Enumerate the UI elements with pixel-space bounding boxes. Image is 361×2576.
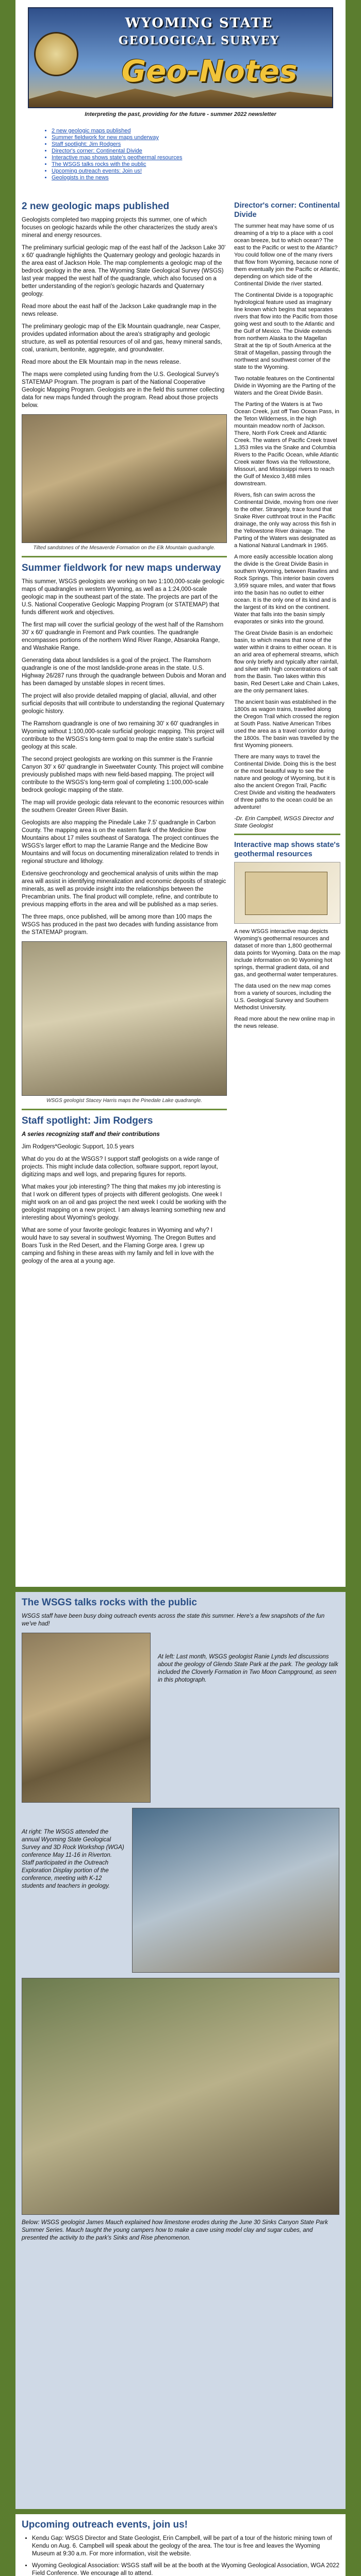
caption-right: At right: The WSGS attended the annual Wyoming State Geological Survey and 3D Rock Workshop (WGA) conference May 11-16 in Riverton. Staff participated in the Outreach Exploration Display portion of the conference, meeting with K-12 students and teachers in geology. xyxy=(22,1829,124,1889)
directors-p5: Rivers, fish can swim across the Continental Divide, moving from one river to the other. Strangely, trace found that Snake River cutthroat trout in the Pacific drainage, the only way across this fish in the Yellowstone River drainage. The Parting of the Waters was designated as a National Natural Landmark in 1965. xyxy=(234,492,338,549)
summer-p1: This summer, WSGS geologists are working on two 1:100,000-scale geologic maps of quadrangles in western Wyoming, as well as a 1:24,000-scale geologic map in the southeast part of the state. The projects are part of the U.S. National Cooperative Geologic Mapping Program (or STATEMAP) that funds different work and objectives. xyxy=(22,579,225,616)
summer-p9: Extensive geochronology and geochemical analysis of units within the map area will assist in identifying mineralization and economic deposits of strategic minerals, as well as provide insight into the relationships between the Precambrian units. The final product will complete, refine, and contribute to previous mapping efforts in the area and will be published as a map series. xyxy=(22,871,226,908)
pinedale-photo xyxy=(22,941,227,1096)
newsletter-header xyxy=(15,0,346,124)
maps-p4: The preliminary geologic map of the Elk Mountain quadrangle, near Casper, provides updated information about the area's stratigraphy and geologic structure, as well as potential resources of oil and gas, heavy mineral sands, coal, uranium, bentonite, aggregate, and groundwater. xyxy=(22,324,222,353)
wsgs-seal-icon xyxy=(34,32,78,76)
sinks-canyon-photo xyxy=(22,1978,339,2215)
staff-p1: What do you do at the WSGS? I support staff geologists on a wide range of projects. This might include data collection, software support, report layout, digitizing maps and well logs, and preparing figures for reports. xyxy=(22,1156,219,1178)
caption-below: Below: WSGS geologist James Mauch explained how limestone erodes during the June 30 Sinks Canyon State Park Summer Series. Mauch taught the young campers how to make a cave using model clay and sugar cubes, and presented the activity to the park's Sinks and Rise phenomenon. xyxy=(22,2219,328,2241)
directors-p4: The Parting of the Waters is at Two Ocean Creek, just off Two Ocean Pass, in the Teton Wilderness, in the high mountain meadow north of Jackson. There, North Fork Creek and Atlantic Creek. The waters of Pacific Creek travel 1,353 miles via the Snake and Columbia Rivers to the Pacific Ocean, while Atlantic Creek water flows via the Yellowstone, Missouri, and Mississippi rivers to reach the Gulf of Mexico 3,488 miles downstream. xyxy=(234,401,339,487)
toc-link[interactable]: • Interactive map shows state's geothermal resources xyxy=(52,155,346,161)
maps-p3: Read more about the east half of the Jackson Lake quadrangle map in the news release. xyxy=(22,303,217,317)
maps-p6: The maps were completed using funding from the U.S. Geological Survey's STATEMAP Program. The program is part of the National Cooperative Geologic Mapping Program. Geologists are in the field this summer collecting data for new maps funded through the program. Read about those projects below. xyxy=(22,371,225,409)
geothermal-p2: The data used on the new map comes from a variety of sources, including the U.S. Geological Survey and Southern Methodist University. xyxy=(234,983,332,1011)
caption-left: At left: Last month, WSGS geologist Ranie Lynds led discussions about the geology of Glendo State Park at the park. The geology talk included the Cloverly Formation in Two Moon Campground, as seen in this photograph. xyxy=(158,1654,338,1683)
geothermal-p1: A new WSGS interactive map depicts Wyoming's geothermal resources and dataset of more than 1,800 geothermal data points for Wyoming. Data on the map include information on 90 Wyoming hot springs, thermal gradient data, oil and gas, and geothermal water temperatures. xyxy=(234,928,340,978)
toc-link[interactable]: • Staff spotlight: Jim Rodgers xyxy=(52,141,346,148)
maps-p2: The preliminary surficial geologic map of the east half of the Jackson Lake 30' x 60' quadrangle highlights the Quaternary geology and geologic hazards in the area east of Jackson Hole. The map complements a geologic map of the bedrock geology in the area. The Wyoming State Geological Survey (WSGS) last year mapped the west half of the quadrangle, which also focused on a better understanding of the region's geologic hazards and Quaternary geology. xyxy=(22,245,226,297)
newsletter-tagline: Interpreting the past, providing for the future - summer 2022 newsletter xyxy=(85,111,276,117)
list-item: • Kendu Gap: WSGS Director and State Geologist, Erin Campbell, will be part of a tour of the historic mining town of Kendu on Aug. 6. Campbell will speak about the geology of the area. The tour is free and leaves the Wyoming Museum at 9:30 a.m. For more information, visit the website. xyxy=(32,2535,339,2558)
toc-link[interactable]: • 2 new geologic maps published xyxy=(52,128,346,134)
main-two-column xyxy=(15,196,346,1587)
wsgs-rocks-section xyxy=(15,1592,346,2509)
directors-p2: The Continental Divide is a topographic hydrological feature used as imaginary line known which begins that separates rivers that flow into the Pacific from those going west and south to the Atlantic and the Gulf of Mexico. The Divide extends from northern Alaska to the Magellan Strait at the tip of South America at the Strait of Magellan, passing through the northwest and southwest corner of the state to the Wyoming. xyxy=(234,292,338,370)
directors-p3: Two notable features on the Continental Divide in Wyoming are the Parting of the Waters and the Great Divide Basin. xyxy=(234,376,336,396)
directors-heading: Director's corner: Continental Divide xyxy=(234,201,340,219)
directors-signature: -Dr. Erin Campbell, WSGS Director and State Geologist xyxy=(234,816,334,829)
staff-heading: Staff spotlight: Jim Rodgers xyxy=(22,1115,153,1126)
staff-p2: What makes your job interesting? The thing that makes my job interesting is that I work on different types of projects with different geologists. One week I might work on an oil and gas project the next week I could be working with the geologist mapping on a new project. I am always learning something new and interesting about Wyoming's geology. xyxy=(22,1184,226,1221)
toc-link[interactable]: • Upcoming outreach events: Join us! xyxy=(52,168,346,175)
directors-p1: The summer heat may have some of us dreaming of a trip to a place with a cool ocean breeze, but to which ocean? The east to the Pacific or west to the Atlantic? You could follow one of the many rivers that flow from Wyoming, because none of them eventually join the Pacific or Atlantic, depending on which side of the Continental Divide the river started. xyxy=(234,223,340,287)
divider xyxy=(22,556,227,557)
conference-photo xyxy=(132,1808,339,1973)
summer-p7: The map will provide geologic data relevant to the economic resources within the southern Greater Green River Basin. xyxy=(22,800,224,814)
photo-caption: WSGS geologist Stacey Harris maps the Pinedale Lake quadrangle. xyxy=(46,1098,202,1104)
staff-byline: Jim Rodgers*Geologic Support, 10.5 years xyxy=(22,1144,134,1150)
list-item: • Wyoming Geological Association: WSGS staff will be at the booth at the Wyoming Geological Association, WGA 2022 Field Conference. We encourage all to attend. xyxy=(32,2562,339,2576)
mountain-decoration xyxy=(29,87,332,107)
table-of-contents xyxy=(15,124,346,196)
summer-p4: The project will also provide detailed mapping of glacial, alluvial, and other surficial deposits that will contribute to understanding the regional Quaternary geologic history. xyxy=(22,693,225,715)
left-column xyxy=(22,201,227,1270)
summer-p8: Geologists are also mapping the Pinedale Lake 7.5' quadrangle in Carbon County. The mapping area is on the eastern flank of the Medicine Bow Mountains about 17 miles southeast of Saratoga. The project continues the WSGS's larger effort to map the Laramie Range and the Medicine Bow Mountains and will focus on documenting mineralization related to trends in regional structure and lithology. xyxy=(22,820,219,865)
staff-subtitle: A series recognizing staff and their contributions xyxy=(22,1131,160,1138)
summer-p10: The three maps, once published, will be among more than 100 maps the WSGS has produced in the past two decades with funding assistance from the STATEMAP program. xyxy=(22,914,218,936)
divider xyxy=(234,834,340,835)
agency-name-line1: WYOMING STATE xyxy=(125,15,273,31)
directors-p6: A more easily accessible location along the divide is the Great Divide Basin in southern Wyoming, between Rawlins and Rock Springs. This interior basin covers 3,959 square miles, and water that flows into the basin has no outlet to either ocean. It is the only one of its kind and is the largest of its kind on the continent. Water that falls into the basin simply evaporates or sinks into the ground. xyxy=(234,554,339,625)
toc-link[interactable]: • Summer fieldwork for new maps underway xyxy=(52,134,346,141)
directors-p9: There are many ways to travel the Continental Divide. Doing this is the best or the most beautiful way to see the nature and geology of Wyoming, but it is also the ancient Oregon Trail, Pacific Crest Divide and visiting the headwaters of three paths to the ocean could be an adventure! xyxy=(234,754,336,810)
geothermal-heading: Interactive map shows state's geothermal resources xyxy=(234,841,340,858)
summer-p2: The first map will cover the surficial geology of the west half of the Ramshorn 30' x 60' quadrangle in Fremont and Park counties. The quadrangle encompasses portions of the northern Wind River Range, Absaroka Range, and Washakie Range. xyxy=(22,622,224,651)
toc-link[interactable]: • The WSGS talks rocks with the public xyxy=(52,161,346,168)
photo-caption: Tilted sandstones of the Mesaverde Formation on the Elk Mountain quadrangle. xyxy=(33,545,216,551)
geothermal-p3: Read more about the new online map in the news release. xyxy=(234,1016,335,1029)
divider xyxy=(22,1109,227,1110)
summer-heading: Summer fieldwork for new maps underway xyxy=(22,563,221,573)
geo-notes-banner xyxy=(28,7,333,108)
upcoming-heading: Upcoming outreach events, join us! xyxy=(22,2519,188,2530)
directors-p7: The Great Divide Basin is an endorheic basin, to which means that none of the water within it drains to either ocean. It is an arid area of ephemeral streams, which flow only briefly and typically after rainfall, and silver with high concentrations of salt from the Basin. Two lakes within this basin, Red Desert Lake and Chain Lakes, are the only permanent lakes. xyxy=(234,630,339,694)
wsgs-rocks-intro: WSGS staff have been busy doing outreach events across the state this summer. Here's a few snapshots of the fun we've had! xyxy=(22,1613,325,1627)
maps-p1: Geologists completed two mapping projects this summer, one of which focuses on geologic hazards while the other characterizes the study area's mineral and energy resources. xyxy=(22,217,218,239)
wyoming-outline-icon xyxy=(245,872,327,915)
right-column xyxy=(234,201,340,1034)
maps-p5: Read more about the Elk Mountain map in the news release. xyxy=(22,359,181,365)
toc-link[interactable]: • Director's corner: Continental Divide xyxy=(52,148,346,155)
maps-heading: 2 new geologic maps published xyxy=(22,201,170,212)
agency-name-line2: GEOLOGICAL SURVEY xyxy=(118,34,280,47)
summer-p5: The Ramshorn quadrangle is one of two remaining 30' x 60' quadrangles in Wyoming without 1:100,000-scale surficial geologic mapping. This project will contribute to the WSGS's long-term goal to map the entire state's surficial geology at this scale. xyxy=(22,721,224,750)
wsgs-rocks-heading: The WSGS talks rocks with the public xyxy=(22,1597,197,1608)
summer-p3: Generating data about landslides is a goal of the project. The Ramshorn quadrangle is one of the most landslide-prone areas in the state. U.S. Highway 26/287 runs through the quadrangle between Dubois and Moran and has been damaged by unstable slopes in recent times. xyxy=(22,657,226,687)
staff-p3: What are some of your favorite geologic features in Wyoming and why? I would have to say several in southwest Wyoming. The Oregon Buttes and Boars Tusk in the Red Desert, and the Flaming Gorge area. I grew up camping and fishing in these areas with my family and fell in love with the geology of the area at a young age. xyxy=(22,1227,216,1264)
elk-mountain-photo xyxy=(22,414,227,543)
upcoming-section xyxy=(15,2514,346,2576)
toc-link[interactable]: • Geologists in the news xyxy=(52,175,346,181)
summer-p6: The second project geologists are working on this summer is the Frannie Canyon 30' x 60' quadrangle in Sweetwater County. This project will combine previously published maps with new field-based mapping. The project will contribute to the WSGS's long-term goal of completing 1:100,000-scale bedrock geologic mapping of the state. xyxy=(22,756,224,793)
glendo-photo xyxy=(22,1633,151,1803)
newsletter-title: Geo-Notes xyxy=(121,54,298,89)
directors-p8: The ancient basin was established in the 1800s as wagon trains, travelled along the Oregon Trail which crossed the region at South Pass. Native American Tribes used the area as a travel corridor during the 1800s. The basin was travelled by the first Wyoming pioneers. xyxy=(234,699,339,749)
geothermal-map-thumbnail[interactable] xyxy=(234,862,340,924)
